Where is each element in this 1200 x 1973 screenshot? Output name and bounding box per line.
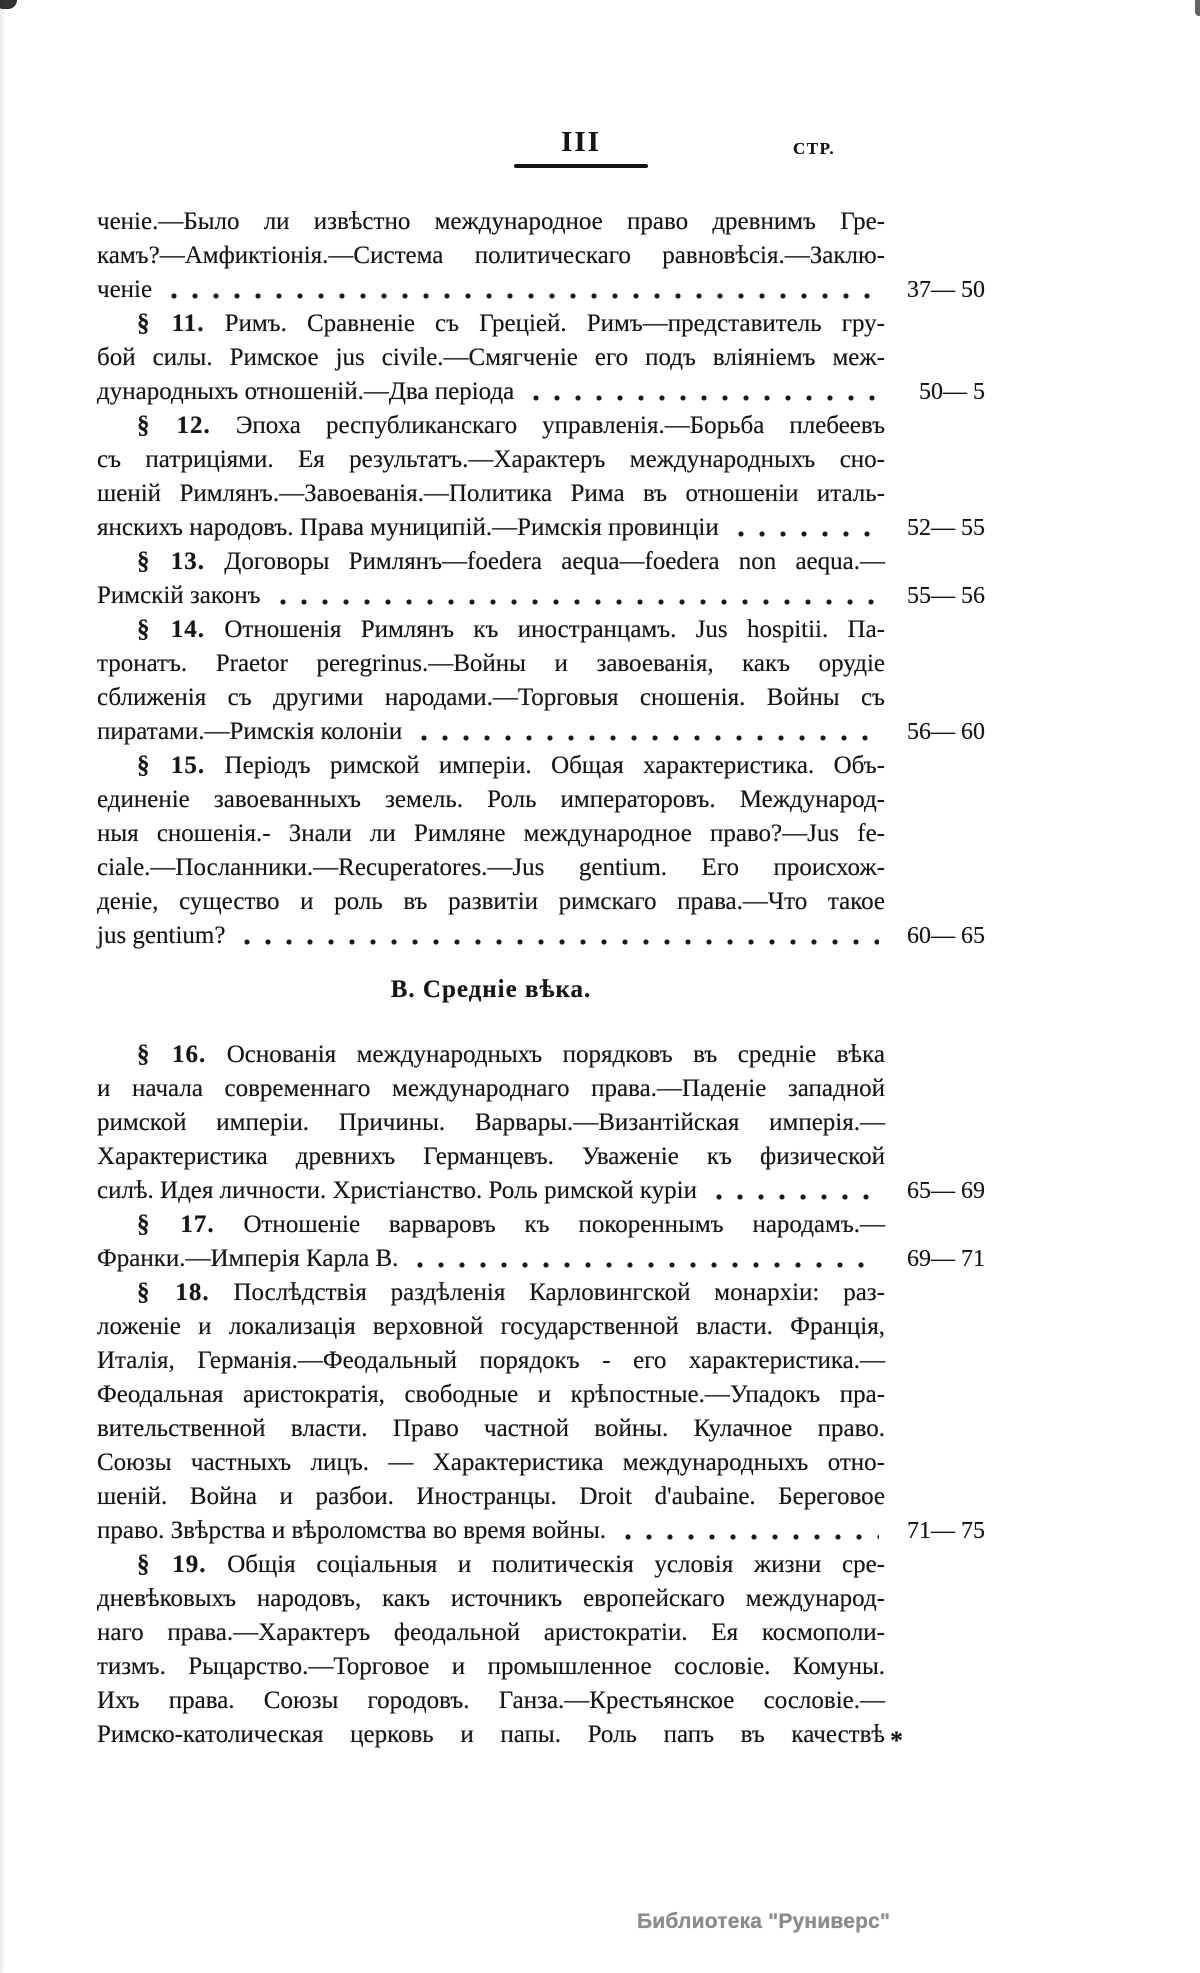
toc-line: ciale.—Посланники.—Recuperatores.—Jus gentium. Его происхож- [97, 854, 885, 881]
scan-edge-shadow [0, 0, 6, 1973]
toc-entry [97, 1208, 985, 1276]
page-range: 52— 55 [907, 515, 985, 541]
toc-line-with-pages [97, 511, 985, 545]
toc-line: § 17. Отношеніе варваровъ къ покореннымъ народамъ.— [137, 1211, 886, 1238]
toc-line: тронатъ. Praetor peregrinus.—Войны и завоеванія, какъ орудіе [97, 650, 885, 677]
dot-leader [526, 375, 879, 409]
entry-number: § 16. [137, 1041, 207, 1068]
toc-line: § 11. Римъ. Сравненіе съ Греціей. Римъ—представитель гру- [137, 310, 885, 337]
toc-line: вительственной власти. Право частной войны. Кулачное право. [97, 1415, 885, 1442]
page-number-rule [514, 164, 648, 168]
entry-number: § 13. [137, 548, 206, 575]
table-of-contents [97, 205, 985, 1755]
toc-line: § 14. Отношенія Римлянъ къ иностранцамъ. Jus hospitii. Па- [137, 616, 886, 643]
toc-line: дневѣковыхъ народовъ, какъ источникъ европейскаго международ- [97, 1585, 885, 1612]
section-heading: В. Средніе вѣка. [390, 976, 592, 1003]
entry-number: § 19. [137, 1551, 207, 1578]
toc-line: ложеніе и локализація верховной государственной власти. Франція, [97, 1313, 885, 1340]
dot-leader [414, 715, 879, 749]
toc-entry [97, 205, 985, 307]
toc-entry [97, 613, 985, 749]
dot-leader [731, 511, 879, 545]
library-watermark: Библиотека "Руниверс" [637, 1910, 891, 1933]
toc-entry [97, 1548, 985, 1755]
toc-entry [97, 545, 985, 613]
page-range: 37— 50 [907, 277, 985, 303]
toc-line-tail: Римскій законъ [97, 582, 261, 609]
page-column-header: СТР. [793, 139, 836, 158]
toc-line: Италія, Германія.—Феодальный порядокъ - его характеристика.— [97, 1347, 885, 1374]
dot-leader [618, 1514, 879, 1548]
toc-entry [97, 1038, 985, 1208]
toc-line-tail: силѣ. Идея личности. Христіанство. Роль римской куріи [97, 1177, 697, 1204]
toc-line-with-pages [97, 273, 985, 307]
page-range: 60— 65 [907, 923, 985, 949]
toc-entry [97, 1276, 985, 1548]
entry-number: § 17. [137, 1211, 215, 1238]
toc-line: ныя сношенія.- Знали ли Римляне международное право?—Jus fe- [97, 820, 885, 847]
toc-line-with-pages [97, 579, 985, 613]
entry-number: § 11. [137, 310, 205, 337]
toc-line-tail: Франки.—Имперія Карла В. [97, 1245, 399, 1272]
toc-line: единеніе завоеванныхъ земель. Роль императоровъ. Международ- [97, 786, 885, 813]
toc-line: § 18. Послѣдствія раздѣленія Карловингской монархіи: раз- [137, 1279, 886, 1306]
toc-line-tail: jus gentium? [97, 922, 226, 949]
dot-leader [237, 919, 879, 953]
toc-line: съ патриціями. Ея результатъ.—Характеръ международныхъ сно- [97, 446, 885, 473]
toc-line: Римско-католическая церковь и папы. Роль папъ въ качествѣ [97, 1721, 885, 1748]
dot-leader [164, 273, 879, 307]
dot-leader [273, 579, 879, 613]
page-range: 65— 69 [907, 1178, 985, 1204]
entry-number: § 15. [137, 752, 206, 779]
toc-line-tail: янскихъ народовъ. Права муниципій.—Римскія провинціи [97, 514, 719, 541]
toc-line: и начала современнаго международнаго права.—Паденіе западной [97, 1075, 885, 1102]
toc-line: Феодальная аристократія, свободные и крѣпостные.—Упадокъ пра- [97, 1381, 885, 1408]
toc-line-with-pages [97, 1514, 985, 1548]
page-range: 55— 56 [907, 583, 985, 609]
toc-line: шеній. Война и разбои. Иностранцы. Droit d'aubaine. Береговое [97, 1483, 885, 1510]
toc-line: ченіе.—Было ли извѣстно международное право древнимъ Гре- [97, 208, 885, 235]
toc-line: камъ?—Амфиктіонія.—Система политическаго равновѣсія.—Заклю- [97, 242, 885, 269]
toc-entry [97, 749, 985, 953]
toc-line-tail: пиратами.—Римскія колоніи [97, 718, 403, 745]
toc-line: § 12. Эпоха республиканскаго управленія.—Борьба плебеевъ [137, 412, 885, 439]
entry-number: § 14. [137, 616, 206, 643]
toc-line: Союзы частныхъ лицъ. — Характеристика международныхъ отно- [97, 1449, 885, 1476]
toc-line-with-pages [97, 375, 985, 409]
toc-line-with-pages [97, 1174, 985, 1208]
toc-line: бой силы. Римское jus civile.—Смягченіе его подъ вліяніемъ меж- [97, 344, 885, 371]
dot-leader [410, 1242, 879, 1276]
toc-line-with-pages [97, 919, 985, 953]
page-number: III [561, 126, 601, 158]
toc-line: сближенія съ другими народами.—Торговыя сношенія. Войны съ [97, 684, 885, 711]
toc-line-with-pages [97, 715, 985, 749]
toc-line: Характеристика древнихъ Германцевъ. Уваженіе къ физической [97, 1143, 885, 1170]
footnote-asterisk: * [890, 1726, 903, 1755]
entry-number: § 12. [137, 412, 211, 439]
toc-line: шеній Римлянъ.—Завоеванія.—Политика Рима въ отношеніи италь- [97, 480, 885, 507]
toc-line: § 15. Періодъ римской имперіи. Общая характеристика. Объ- [137, 752, 885, 779]
toc-entry [97, 409, 985, 545]
toc-line: тизмъ. Рыцарство.—Торговое и промышленное сословіе. Комуны. [97, 1653, 885, 1680]
toc-line: деніе, существо и роль въ развитіи римскаго права.—Что такое [97, 888, 885, 915]
toc-line: § 13. Договоры Римлянъ—foedera aequa—foedera non aequa.— [137, 548, 885, 575]
toc-line: § 19. Общія соціальныя и политическія условія жизни сре- [137, 1551, 886, 1578]
toc-line: Ихъ права. Союзы городовъ. Ганза.—Крестьянское сословіе.— [97, 1687, 885, 1714]
scan-artifact-top-right [1195, 0, 1200, 16]
dot-leader [709, 1174, 879, 1208]
toc-line: § 16. Основанія международныхъ порядковъ въ средніе вѣка [137, 1041, 885, 1068]
toc-line-tail: право. Звѣрства и вѣроломства во время войны. [97, 1517, 606, 1544]
page-range: 71— 75 [907, 1518, 985, 1544]
toc-line-tail: ченіе [97, 276, 153, 303]
toc-line: римской имперіи. Причины. Варвары.—Византійская имперія.— [97, 1109, 885, 1136]
toc-line: наго права.—Характеръ феодальной аристократіи. Ея космополи- [97, 1619, 885, 1646]
entry-number: § 18. [137, 1279, 210, 1306]
toc-line-tail: дународныхъ отношеній.—Два періода [97, 378, 515, 405]
toc-entry [97, 307, 985, 409]
page-range: 56— 60 [907, 719, 985, 745]
page-range: 69— 71 [907, 1246, 985, 1272]
toc-line-with-pages [97, 1242, 985, 1276]
page-range: 50— 5 [919, 379, 985, 405]
